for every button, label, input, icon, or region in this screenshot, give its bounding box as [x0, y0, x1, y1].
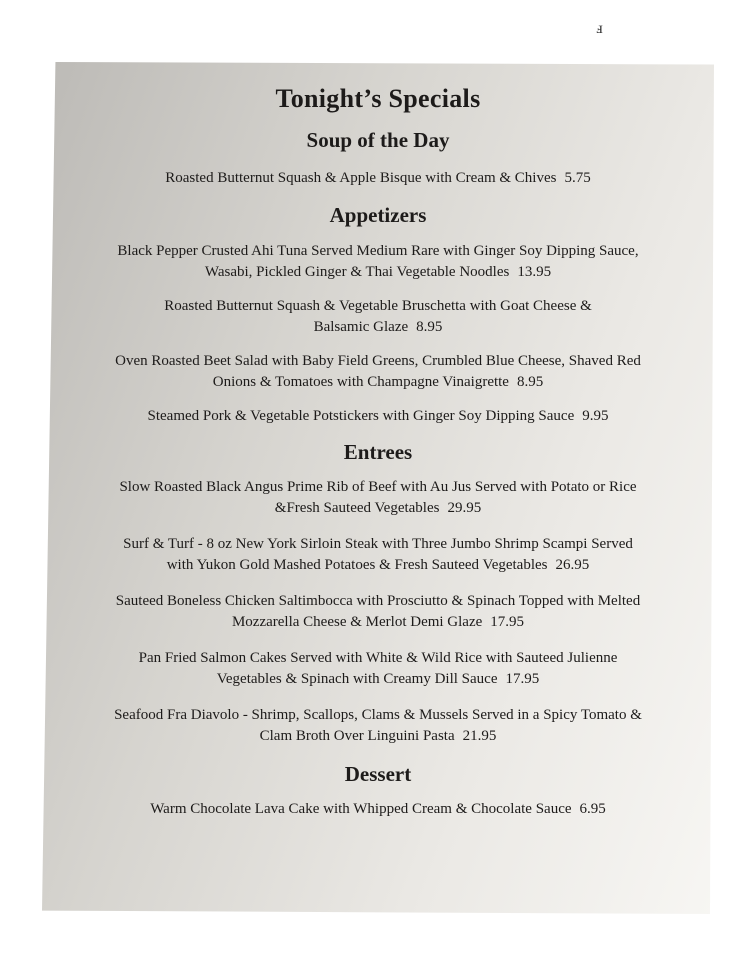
- item-description: Sauteed Boneless Chicken Saltimbocca with Prosciutto & Spinach Topped with Melted: [115, 593, 641, 609]
- menu-item: [52, 705, 704, 747]
- item-price: 8.95: [516, 374, 544, 390]
- item-description: Roasted Butternut Squash & Vegetable Bruschetta with Goat Cheese &: [164, 298, 592, 314]
- item-description-cont: Mozzarella Cheese & Merlot Demi Glaze: [231, 614, 483, 630]
- item-description: Warm Chocolate Lava Cake with Whipped Cream & Chocolate Sauce: [150, 801, 572, 817]
- item-description-cont: with Yukon Gold Mashed Potatoes & Fresh Sauteed Vegetables: [166, 557, 548, 573]
- pen-mark: ⅎ: [596, 20, 603, 37]
- item-price: 13.95: [517, 264, 552, 280]
- menu-item: [52, 477, 704, 519]
- menu-item: [52, 351, 704, 393]
- item-description-cont: Balsamic Glaze: [313, 319, 409, 335]
- item-description: Pan Fried Salmon Cakes Served with White & Wild Rice with Sauteed Julienne: [138, 650, 618, 666]
- item-price: 9.95: [582, 408, 609, 424]
- item-description-cont: Onions & Tomatoes with Champagne Vinaigrette: [212, 374, 509, 390]
- menu-item: [52, 168, 704, 189]
- section-soup: [52, 128, 704, 189]
- item-description: Slow Roasted Black Angus Prime Rib of Beef with Au Jus Served with Potato or Rice: [119, 479, 637, 495]
- item-price: 29.95: [447, 500, 482, 516]
- section-entrees: [52, 440, 704, 747]
- section-heading: Appetizers: [329, 203, 427, 227]
- item-price: 21.95: [462, 728, 497, 744]
- item-description-cont: Wasabi, Pickled Ginger & Thai Vegetable Noodles: [204, 264, 510, 280]
- item-price: 6.95: [579, 801, 606, 817]
- menu-item: [52, 406, 704, 427]
- menu-item: [52, 591, 704, 633]
- item-description-cont: Clam Broth Over Linguini Pasta: [259, 728, 455, 744]
- menu-item: [52, 799, 704, 820]
- item-price: 5.75: [564, 170, 591, 186]
- item-description: Black Pepper Crusted Ahi Tuna Served Medium Rare with Ginger Soy Dipping Sauce,: [117, 243, 639, 259]
- item-price: 8.95: [416, 319, 443, 335]
- section-dessert: [52, 762, 704, 820]
- item-description: Roasted Butternut Squash & Apple Bisque with Cream & Chives: [165, 170, 557, 186]
- section-heading: Entrees: [343, 440, 413, 464]
- section-heading: Soup of the Day: [306, 128, 450, 152]
- menu-item: [52, 296, 704, 338]
- section-appetizers: [52, 203, 704, 427]
- item-description: Oven Roasted Beet Salad with Baby Field Greens, Crumbled Blue Cheese, Shaved Red: [115, 353, 641, 369]
- item-description-cont: Vegetables & Spinach with Creamy Dill Sauce: [216, 671, 498, 687]
- menu-item: [52, 241, 704, 283]
- item-price: 17.95: [505, 671, 540, 687]
- menu-title: Tonight’s Specials: [275, 84, 481, 113]
- item-description: Steamed Pork & Vegetable Potstickers with Ginger Soy Dipping Sauce: [147, 408, 575, 424]
- item-description: Seafood Fra Diavolo - Shrimp, Scallops, Clams & Mussels Served in a Spicy Tomato &: [114, 707, 642, 723]
- menu-item: [52, 648, 704, 690]
- section-heading: Dessert: [344, 762, 412, 786]
- item-description: Surf & Turf - 8 oz New York Sirloin Steak with Three Jumbo Shrimp Scampi Served: [123, 536, 633, 552]
- menu-document: [52, 84, 704, 820]
- item-price: 17.95: [490, 614, 525, 630]
- item-price: 26.95: [555, 557, 590, 573]
- item-description-cont: &Fresh Sauteed Vegetables: [274, 500, 440, 516]
- menu-item: [52, 534, 704, 576]
